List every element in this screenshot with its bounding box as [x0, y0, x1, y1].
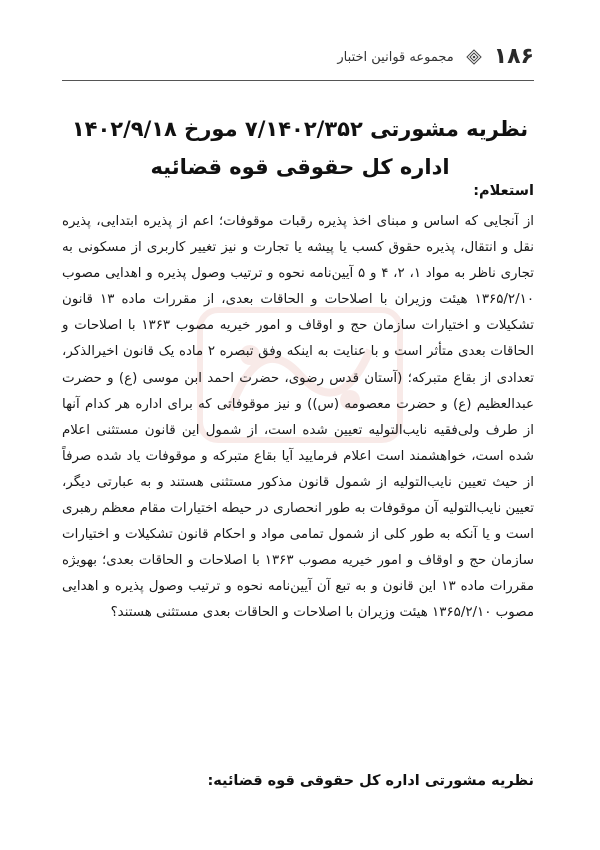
- running-header-title: مجموعه قوانین اختبار: [337, 49, 454, 65]
- inquiry-heading: استعلام:: [473, 183, 534, 199]
- document-title: [40, 110, 560, 186]
- document-title-line-2: اداره کل حقوقی قوه قضائیه: [150, 155, 450, 179]
- header-divider: [62, 80, 534, 81]
- page-number: ۱۸۶: [493, 44, 534, 69]
- opinion-heading: نظریه مشورتی اداره کل حقوقی قوه قضائیه:: [207, 773, 534, 789]
- document-title-line-1: نظریه مشورتی ۷/۱۴۰۲/۳۵۲ مورخ ۱۴۰۲/۹/۱۸: [71, 117, 529, 141]
- running-header: [337, 46, 534, 68]
- inquiry-paragraph: از آنجایی که اساس و مبنای اخذ پذیره رقبات موقوفات؛ اعم از پذیره ابتدایی، پذیره نقل و انتقال، پذیره حقوق کسب یا پیشه یا تجارت و نیز تغییر کاربری از مسکونی به تجاری ناظر به مواد ۱، ۲، ۴ و ۵ آیین‌نامه نحوه و ترتیب وصول پذیره و اهدایی مصوب ۱۳۶۵/۲/۱۰ هیئت وزیران با اصلاحات و الحاقات بعدی، از مقررات ماده ۱۳ قانون تشکیلات و اختیارات سازمان حج و اوقاف و امور خیریه مصوب ۱۳۶۳ با اصلاحات و الحاقات بعدی متأثر است و با عنایت به اینکه وفق تبصره ۲ ماده یک قانون اخیرالذکر، تعدادی از بقاع متبرکه؛ (آستان قدس رضوی، حضرت احمد ابن موسی (ع) و حضرت عبدالعظیم (ع) و حضرت معصومه (س)) و نیز موقوفاتی که برای اداره هر کدام آنها از طرف ولی‌فقیه نایب‌التولیه تعیین شده است، از شمول این قانون مستثنی اعلام شده است، خواهشمند است اعلام فرمایید آیا بقاع متبرکه و موقوفات یاد شده صرفاً از حیث تعیین نایب‌التولیه از شمول قانون مذکور مستثنی هستند و به عبارتی دیگر، تعیین نایب‌التولیه آن موقوفات به طور انحصاری در حیطه اختیارات مقام معظم رهبری است و یا آنکه به طور کلی از شمول تمامی مواد و احکام قانون تشکیلات و اختیارات سازمان حج و اوقاف و امور خیریه مصوب ۱۳۶۳ با اصلاحات و الحاقات بعدی؛ بهویژه مقررات ماده ۱۳ این قانون و به تبع آن آیین‌نامه نحوه و ترتیب وصول پذیره و اهدایی مصوب ۱۳۶۵/۲/۱۰ هیئت وزیران با اصلاحات و الحاقات بعدی مستثنی هستند؟: [62, 214, 535, 621]
- diamond-ornament-icon: [466, 49, 482, 65]
